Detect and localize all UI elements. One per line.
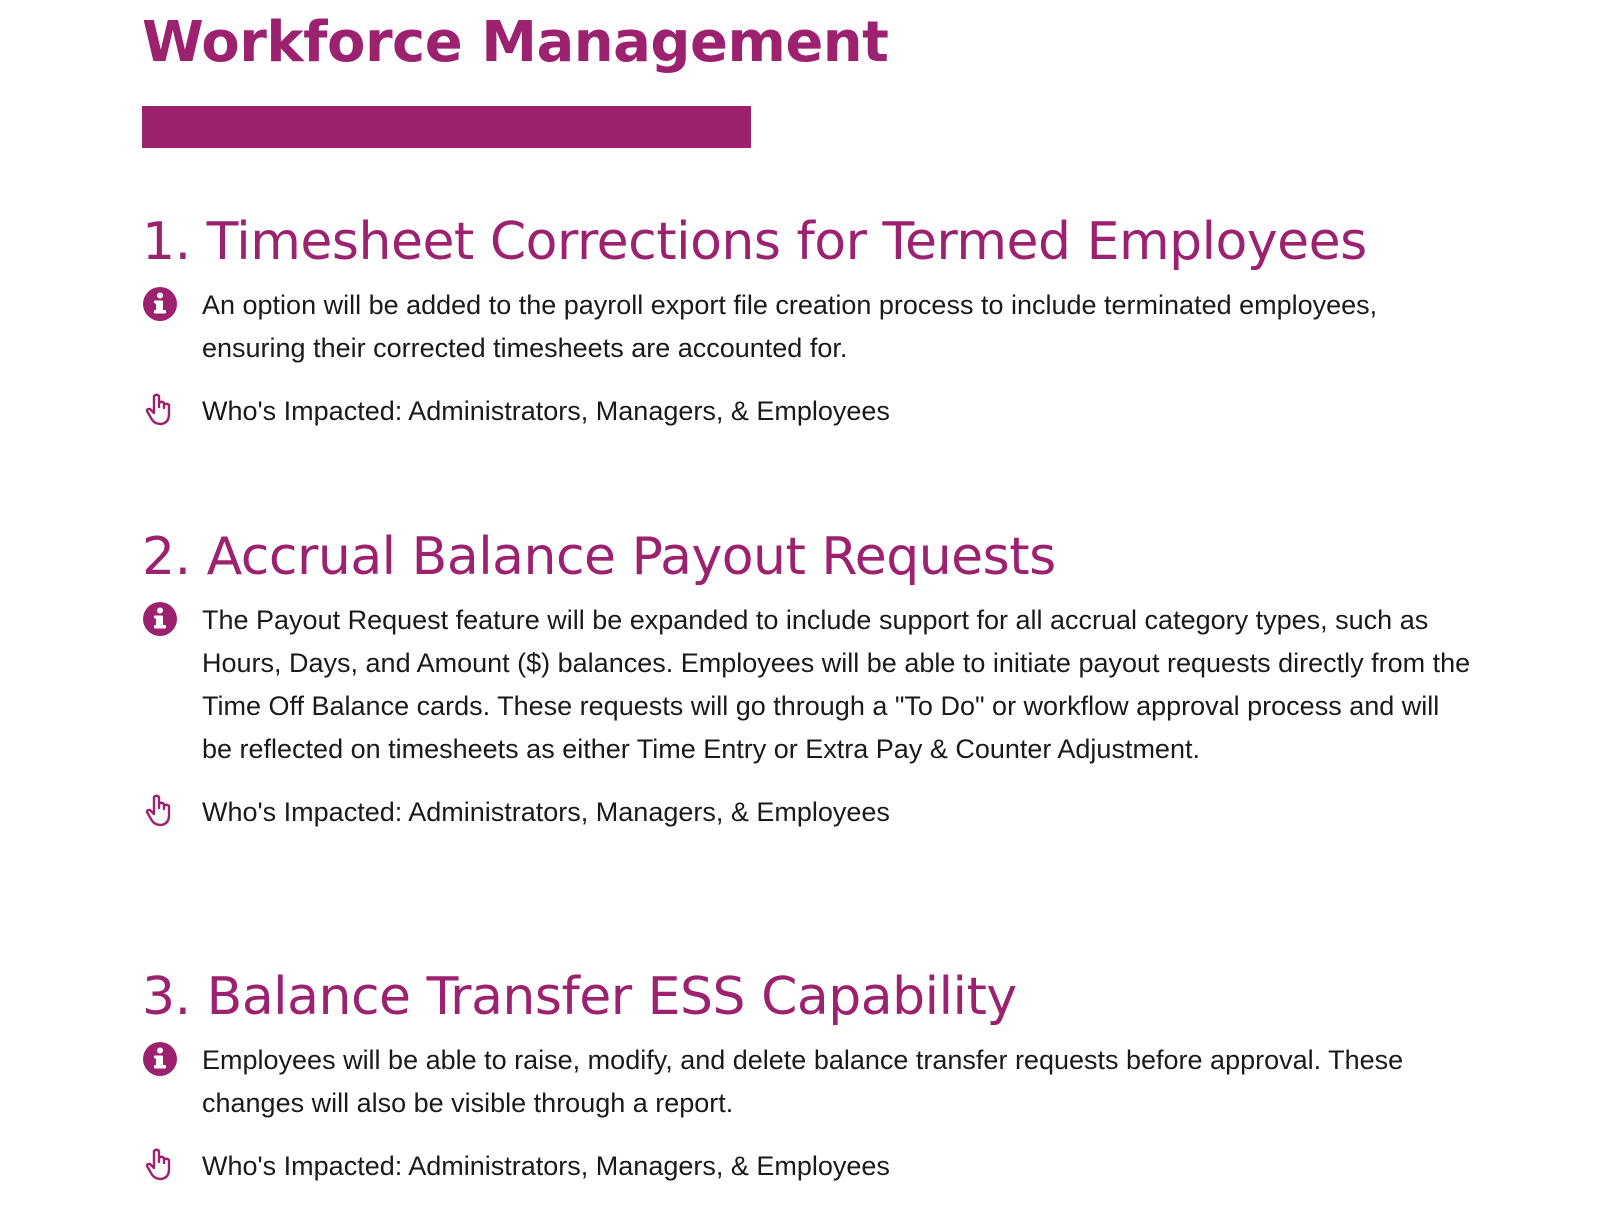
description-row — [142, 599, 1472, 771]
page-title: Workforce Management — [142, 10, 889, 75]
impact-text: Who's Impacted: Administrators, Managers, & Employees — [202, 1151, 890, 1181]
info-icon — [142, 1041, 178, 1077]
section-timesheet-corrections — [142, 210, 1472, 433]
impact-text: Who's Impacted: Administrators, Managers, & Employees — [202, 396, 890, 426]
pointing-hand-icon — [142, 1147, 178, 1183]
pointing-hand-icon — [142, 392, 178, 428]
impact-row — [142, 390, 1472, 433]
pointing-hand-icon — [142, 793, 178, 829]
section-accrual-balance-payout — [142, 525, 1472, 834]
impact-text: Who's Impacted: Administrators, Managers, & Employees — [202, 797, 890, 827]
section-heading: 2. Accrual Balance Payout Requests — [142, 527, 1056, 587]
description-row — [142, 1039, 1472, 1125]
description-row — [142, 284, 1472, 370]
impact-row — [142, 791, 1472, 834]
section-heading: 1. Timesheet Corrections for Termed Employees — [142, 212, 1367, 272]
impact-row — [142, 1145, 1472, 1188]
info-icon — [142, 286, 178, 322]
section-heading: 3. Balance Transfer ESS Capability — [142, 967, 1017, 1027]
title-underline-bar — [142, 106, 751, 148]
info-icon — [142, 601, 178, 637]
description-text: The Payout Request feature will be expanded to include support for all accrual category types, such as Hours, Days, and Amount ($) balances. Employees will be able to initiate payout requests directly from the Time Off Balance cards. These requests will go through a "To Do" or workflow approval process and will be reflected on timesheets as either Time Entry or Extra Pay & Counter Adjustment. — [202, 605, 1471, 764]
description-text: An option will be added to the payroll export file creation process to include terminated employees, ensuring their corrected timesheets are accounted for. — [202, 290, 1378, 363]
description-text: Employees will be able to raise, modify, and delete balance transfer requests before approval. These changes will also be visible through a report. — [202, 1045, 1404, 1118]
section-balance-transfer-ess — [142, 965, 1472, 1188]
